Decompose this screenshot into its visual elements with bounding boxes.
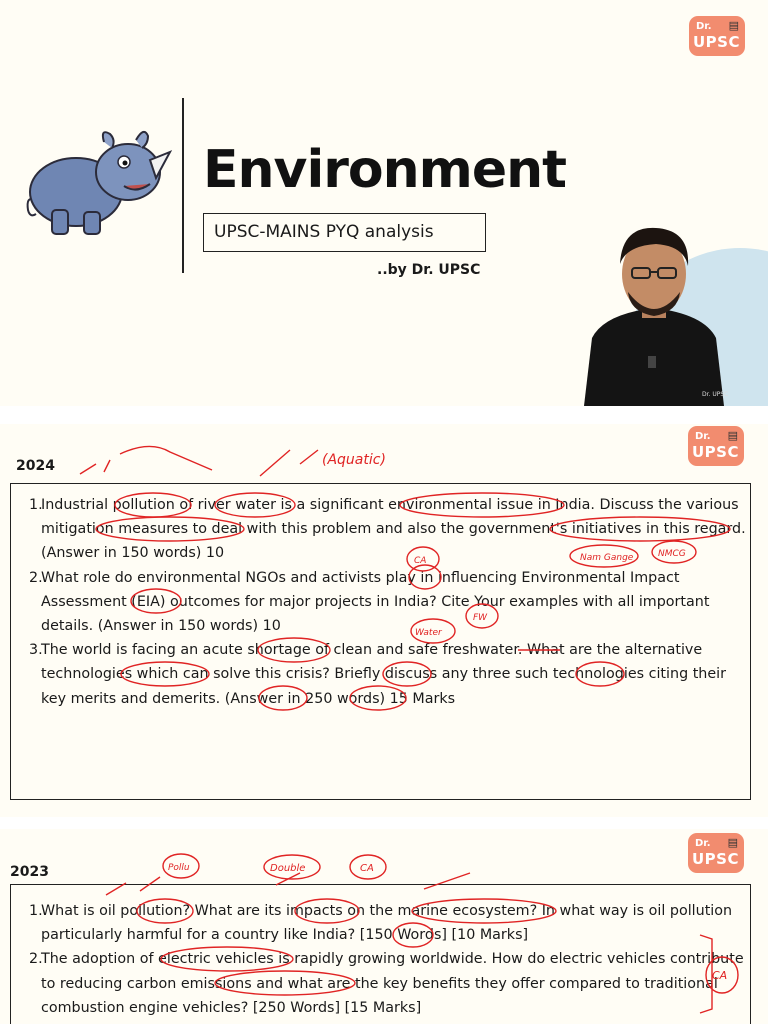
svg-text:Dr. UPSC: Dr. UPSC xyxy=(702,391,729,398)
annotation-text: Pollu xyxy=(168,863,190,873)
annotation-text: CA xyxy=(360,863,374,874)
annotation-text: (Aquatic) xyxy=(322,452,386,468)
question-item: 1. Industrial pollution of river water is a significant environmental issue in India. Discuss the various mitigation measures to deal with this problem and also the government's initiatives in this regard. (Answer in 150 words) 10 xyxy=(29,497,746,562)
question-list xyxy=(11,493,750,711)
annotation-text: Nam Gange xyxy=(580,553,634,563)
annotation-text: CA xyxy=(414,556,427,566)
question-list xyxy=(11,899,750,1020)
presenter-video-icon xyxy=(544,216,768,406)
slide-2024 xyxy=(0,424,768,817)
year-label: 2024 xyxy=(16,458,55,474)
questions-box-2023 xyxy=(10,884,751,1024)
question-item: 1. What is oil pollution? What are its impacts on the marine ecosystem? In what way is oil pollution particularly harmful for a country like India? [150 Words] [10 Marks] xyxy=(29,903,733,944)
dr-upsc-logo: Dr. ▤ UPSC xyxy=(688,833,744,873)
question-item: 3. The world is facing an acute shortage of clean and safe freshwater. What are the alternative technologies which can solve this crisis? Briefly discuss any three such technologies citing their key merits and demerits. (Answer in 250 words) 15 Marks xyxy=(29,642,727,707)
rhino-mascot-icon xyxy=(24,122,172,240)
questions-box-2024 xyxy=(10,483,751,800)
annotation-text: Double xyxy=(270,863,306,874)
title-divider xyxy=(182,98,184,273)
annotation-text: NMCG xyxy=(658,549,686,559)
byline: ..by Dr. UPSC xyxy=(377,262,481,278)
subtitle-box: UPSC-MAINS PYQ analysis xyxy=(203,213,486,252)
page-title: Environment xyxy=(203,140,566,200)
dr-upsc-logo: Dr. ▤ UPSC xyxy=(688,426,744,466)
dr-upsc-logo: Dr. ▤ UPSC xyxy=(689,16,745,56)
books-icon: ▤ xyxy=(728,19,739,32)
books-icon: ▤ xyxy=(727,429,738,442)
slide-2023 xyxy=(0,829,768,1024)
question-item: 2. What role do environmental NGOs and activists play in influencing Environmental Impact Assessment (EIA) outcomes for major projects in India? Cite Your examples with all important details. (Answer in 150 words) 10 xyxy=(29,569,710,635)
question-item: 2. The adoption of electric vehicles is rapidly growing worldwide. How do electric vehicles contribute to reducing carbon emissions and what are the key benefits they offer compared to traditional combustion engine vehicles? [250 Words] [15 Marks] xyxy=(29,951,744,1016)
title-slide xyxy=(0,0,768,406)
books-icon: ▤ xyxy=(727,836,738,849)
annotation-text: FW xyxy=(473,613,488,623)
annotation-text: CA xyxy=(712,969,728,982)
year-label: 2023 xyxy=(10,864,49,880)
annotation-text: Water xyxy=(415,628,442,638)
